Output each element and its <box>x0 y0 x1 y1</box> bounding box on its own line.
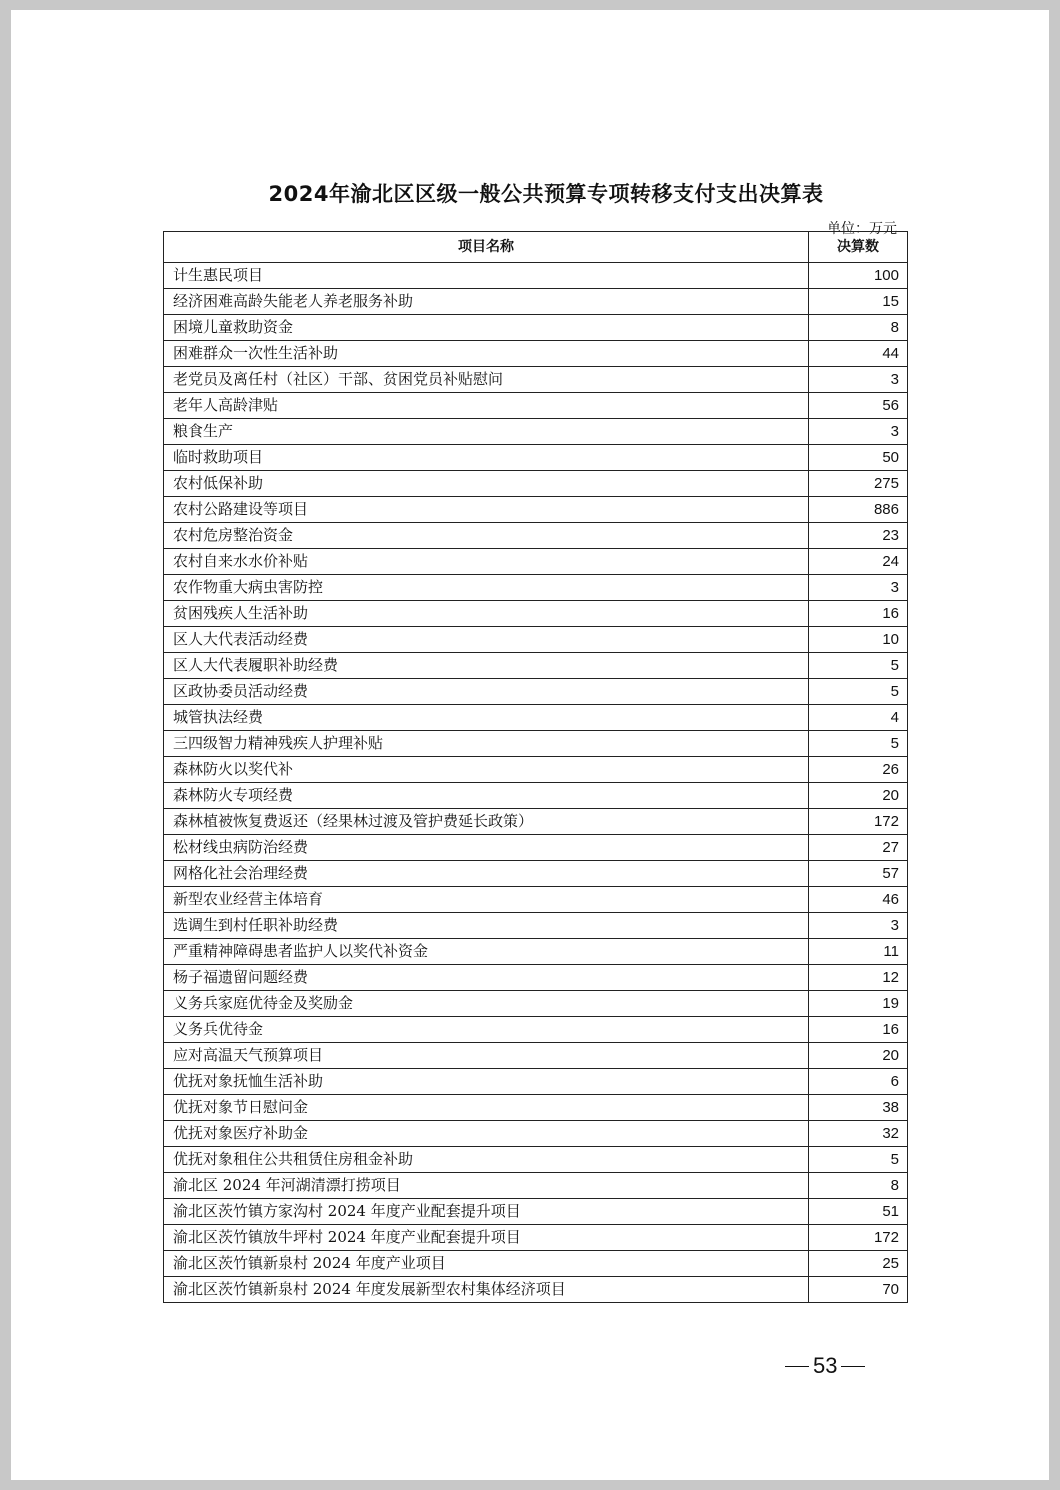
table-row <box>164 991 908 1017</box>
row-project-name: 优抚对象抚恤生活补助 <box>164 1069 809 1095</box>
row-final-amount: 23 <box>809 523 908 549</box>
row-project-name: 应对高温天气预算项目 <box>164 1043 809 1069</box>
row-project-name: 区人大代表履职补助经费 <box>164 653 809 679</box>
row-final-amount: 12 <box>809 965 908 991</box>
table-row <box>164 419 908 445</box>
row-project-name: 贫困残疾人生活补助 <box>164 601 809 627</box>
row-final-amount: 16 <box>809 601 908 627</box>
row-final-amount: 51 <box>809 1199 908 1225</box>
unit-label: 单位：万元 <box>827 221 897 237</box>
row-final-amount: 4 <box>809 705 908 731</box>
table-row <box>164 939 908 965</box>
row-final-amount: 3 <box>809 367 908 393</box>
row-project-name: 困境儿童救助资金 <box>164 315 809 341</box>
table-row <box>164 315 908 341</box>
row-project-name: 农村公路建设等项目 <box>164 497 809 523</box>
table-body <box>164 263 908 1303</box>
table-row <box>164 549 908 575</box>
row-project-name: 计生惠民项目 <box>164 263 809 289</box>
row-project-name: 区人大代表活动经费 <box>164 627 809 653</box>
row-project-name: 农村低保补助 <box>164 471 809 497</box>
row-final-amount: 5 <box>809 731 908 757</box>
row-project-name: 城管执法经费 <box>164 705 809 731</box>
table-row <box>164 1121 908 1147</box>
table-row <box>164 575 908 601</box>
row-final-amount: 24 <box>809 549 908 575</box>
row-final-amount: 172 <box>809 1225 908 1251</box>
row-final-amount: 46 <box>809 887 908 913</box>
row-final-amount: 886 <box>809 497 908 523</box>
table-row <box>164 497 908 523</box>
header-project-name: 项目名称 <box>164 232 809 263</box>
table-row <box>164 263 908 289</box>
row-final-amount: 44 <box>809 341 908 367</box>
row-final-amount: 275 <box>809 471 908 497</box>
row-project-name: 义务兵优待金 <box>164 1017 809 1043</box>
table-row <box>164 1147 908 1173</box>
row-final-amount: 6 <box>809 1069 908 1095</box>
row-project-name: 优抚对象租住公共租赁住房租金补助 <box>164 1147 809 1173</box>
table-row <box>164 601 908 627</box>
table-row <box>164 913 908 939</box>
table-header-row <box>164 232 908 263</box>
table-row <box>164 809 908 835</box>
row-final-amount: 27 <box>809 835 908 861</box>
table-row <box>164 861 908 887</box>
table-row <box>164 835 908 861</box>
row-project-name: 森林防火以奖代补 <box>164 757 809 783</box>
row-final-amount: 26 <box>809 757 908 783</box>
row-final-amount: 5 <box>809 1147 908 1173</box>
table-row <box>164 705 908 731</box>
table-row <box>164 341 908 367</box>
row-final-amount: 56 <box>809 393 908 419</box>
row-final-amount: 16 <box>809 1017 908 1043</box>
table-row <box>164 289 908 315</box>
page-number <box>781 1353 869 1379</box>
row-final-amount: 5 <box>809 679 908 705</box>
row-final-amount: 70 <box>809 1277 908 1303</box>
row-final-amount: 8 <box>809 1173 908 1199</box>
dash-right <box>841 1366 865 1367</box>
table-row <box>164 1043 908 1069</box>
row-project-name: 农村危房整治资金 <box>164 523 809 549</box>
budget-table <box>163 231 908 1303</box>
row-project-name: 三四级智力精神残疾人护理补贴 <box>164 731 809 757</box>
table-row <box>164 1251 908 1277</box>
row-project-name: 农村自来水水价补贴 <box>164 549 809 575</box>
row-final-amount: 32 <box>809 1121 908 1147</box>
row-project-name: 困难群众一次性生活补助 <box>164 341 809 367</box>
table-row <box>164 887 908 913</box>
table-row <box>164 1225 908 1251</box>
row-project-name: 临时救助项目 <box>164 445 809 471</box>
row-final-amount: 3 <box>809 419 908 445</box>
table-row <box>164 367 908 393</box>
table-row <box>164 1173 908 1199</box>
row-project-name: 森林防火专项经费 <box>164 783 809 809</box>
row-project-name: 杨子福遗留问题经费 <box>164 965 809 991</box>
page-number-text: 53 <box>813 1353 838 1378</box>
row-final-amount: 10 <box>809 627 908 653</box>
row-project-name: 农作物重大病虫害防控 <box>164 575 809 601</box>
table-row <box>164 783 908 809</box>
table-row <box>164 757 908 783</box>
row-project-name: 优抚对象医疗补助金 <box>164 1121 809 1147</box>
row-project-name: 老年人高龄津贴 <box>164 393 809 419</box>
table-row <box>164 1017 908 1043</box>
row-final-amount: 38 <box>809 1095 908 1121</box>
row-final-amount: 172 <box>809 809 908 835</box>
row-project-name: 网格化社会治理经费 <box>164 861 809 887</box>
row-final-amount: 20 <box>809 1043 908 1069</box>
row-project-name: 优抚对象节日慰问金 <box>164 1095 809 1121</box>
document-page <box>11 10 1049 1480</box>
table-row <box>164 1277 908 1303</box>
row-project-name: 新型农业经营主体培育 <box>164 887 809 913</box>
table-row <box>164 1095 908 1121</box>
row-final-amount: 3 <box>809 913 908 939</box>
table-row <box>164 731 908 757</box>
row-final-amount: 5 <box>809 653 908 679</box>
row-project-name: 渝北区茨竹镇新泉村 2024 年度产业项目 <box>164 1251 809 1277</box>
header-final-amount: 决算数 <box>809 232 908 263</box>
row-project-name: 森林植被恢复费返还（经果林过渡及管护费延长政策） <box>164 809 809 835</box>
table-row <box>164 653 908 679</box>
row-final-amount: 3 <box>809 575 908 601</box>
table-row <box>164 393 908 419</box>
row-final-amount: 25 <box>809 1251 908 1277</box>
row-project-name: 经济困难高龄失能老人养老服务补助 <box>164 289 809 315</box>
table-row <box>164 1069 908 1095</box>
row-project-name: 渝北区茨竹镇方家沟村 2024 年度产业配套提升项目 <box>164 1199 809 1225</box>
row-final-amount: 57 <box>809 861 908 887</box>
row-project-name: 渝北区茨竹镇放牛坪村 2024 年度产业配套提升项目 <box>164 1225 809 1251</box>
row-project-name: 老党员及离任村（社区）干部、贫困党员补贴慰问 <box>164 367 809 393</box>
row-project-name: 义务兵家庭优待金及奖励金 <box>164 991 809 1017</box>
row-final-amount: 19 <box>809 991 908 1017</box>
table-row <box>164 445 908 471</box>
document-title: 2024年渝北区区级一般公共预算专项转移支付支出决算表 <box>268 182 824 206</box>
row-project-name: 选调生到村任职补助经费 <box>164 913 809 939</box>
dash-left <box>785 1366 809 1367</box>
row-project-name: 渝北区 2024 年河湖清漂打捞项目 <box>164 1173 809 1199</box>
row-project-name: 渝北区茨竹镇新泉村 2024 年度发展新型农村集体经济项目 <box>164 1277 809 1303</box>
table-row <box>164 965 908 991</box>
row-final-amount: 11 <box>809 939 908 965</box>
table-row <box>164 1199 908 1225</box>
table-row <box>164 627 908 653</box>
table-row <box>164 471 908 497</box>
row-project-name: 区政协委员活动经费 <box>164 679 809 705</box>
table-row <box>164 523 908 549</box>
row-final-amount: 50 <box>809 445 908 471</box>
row-project-name: 松材线虫病防治经费 <box>164 835 809 861</box>
row-final-amount: 15 <box>809 289 908 315</box>
row-final-amount: 20 <box>809 783 908 809</box>
row-project-name: 严重精神障碍患者监护人以奖代补资金 <box>164 939 809 965</box>
row-final-amount: 100 <box>809 263 908 289</box>
row-project-name: 粮食生产 <box>164 419 809 445</box>
row-final-amount: 8 <box>809 315 908 341</box>
table-row <box>164 679 908 705</box>
